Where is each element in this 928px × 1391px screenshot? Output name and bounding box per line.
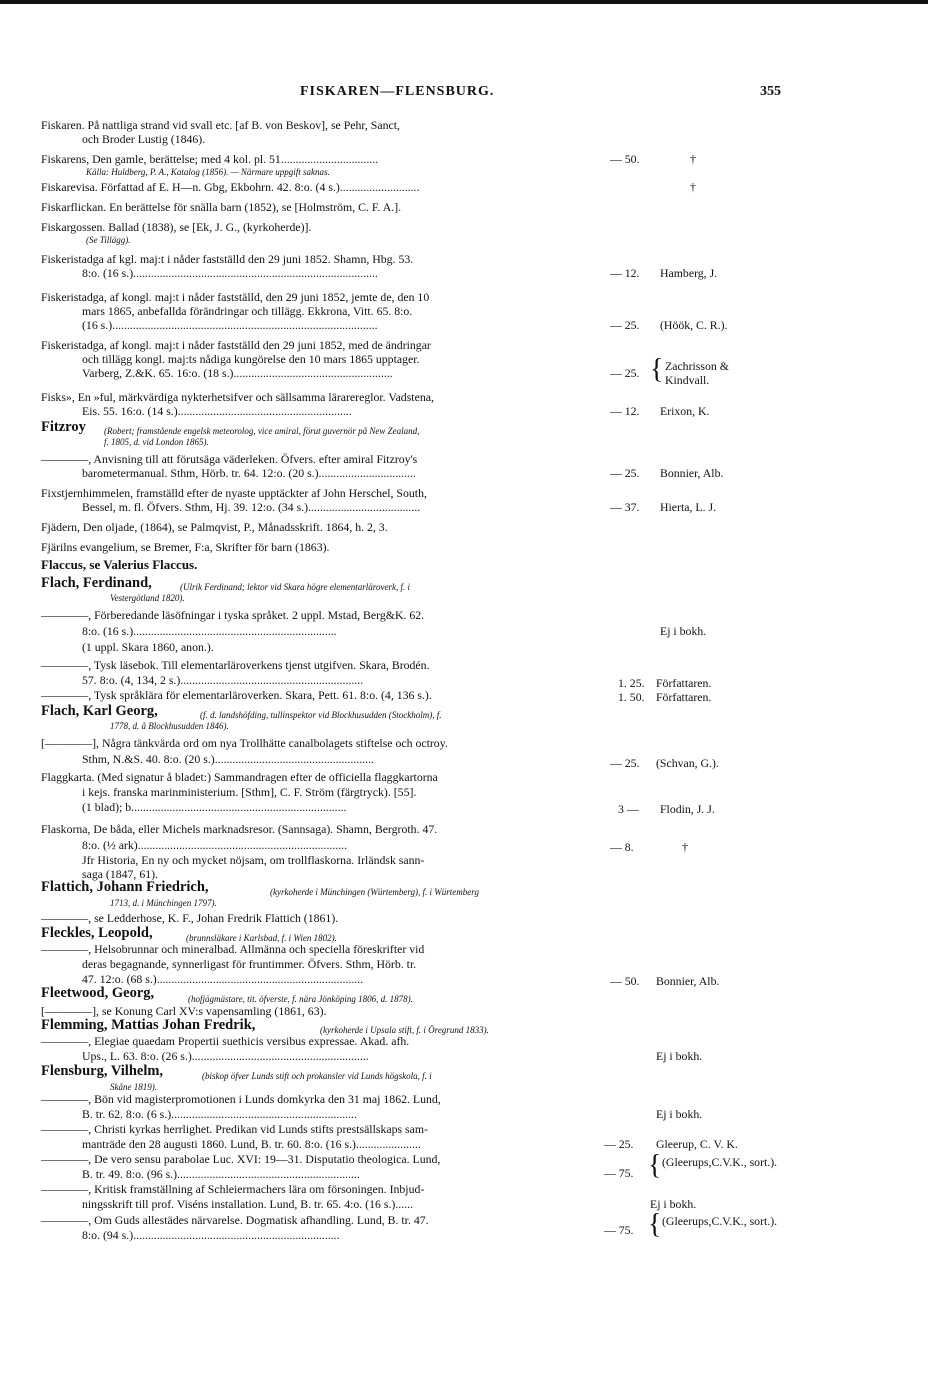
author-note: 1778, d. å Blockhusudden 1846). xyxy=(110,721,229,731)
entry-line: ————, Tysk läsebok. Till elementarläroverkens tjenst utgifven. Skara, Brodén. xyxy=(41,658,430,672)
publisher: Gleerup, C. V. K. xyxy=(656,1137,738,1151)
entry-note: Källa: Huldberg, P. A., Katalog (1856). — Närmare uppgift saknas. xyxy=(86,167,330,177)
entry-line: (16 s.).......................................................................................... xyxy=(82,318,378,332)
author-heading: Flach, Ferdinand, xyxy=(41,575,152,591)
publisher: Ej i bokh. xyxy=(656,1107,703,1121)
entry-line: ————, Helsobrunnar och mineralbad. Allmänna och speciella föreskrifter vid xyxy=(41,942,425,956)
entry-line: 8:o. (16 s.)................................................................................... xyxy=(82,266,378,280)
price: — 12. xyxy=(610,266,640,280)
publisher: (Gleerups,C.V.K., sort.). xyxy=(662,1214,778,1228)
entry-line: Fiskargossen. Ballad (1838), se [Ek, J. G., (kyrkoherde)]. xyxy=(41,220,312,234)
price: — 25. xyxy=(610,366,640,380)
author-note: (biskop öfver Lunds stift och prokansler vid Lunds högskola, f. i xyxy=(202,1071,432,1081)
page-header xyxy=(0,84,928,104)
entry-line: Fisks», En »ful, märkvärdiga nykterhetsifver och sällsamma lärarereglor. Vadstena, xyxy=(41,390,434,404)
entry-line: Fiskaren. På nattliga strand vid svall etc. [af B. von Beskov], se Pehr, Sanct, xyxy=(41,118,400,132)
author-heading: Flattich, Johann Friedrich, xyxy=(41,879,209,895)
entry-line: (1 uppl. Skara 1860, anon.). xyxy=(82,640,214,654)
page-number: 355 xyxy=(760,84,781,99)
entry-line: ————, De vero sensu parabolae Luc. XVI: 19—31. Disputatio theologica. Lund, xyxy=(41,1152,441,1166)
author-heading: Fleetwood, Georg, xyxy=(41,985,155,1001)
entry-line: ————, Om Guds allestädes närvarelse. Dogmatisk afhandling. Lund, B. tr. 47. xyxy=(41,1213,429,1227)
author-note: (Robert; framstående engelsk meteorolog, vice amiral, förut guvernör på New Zealand, xyxy=(104,426,420,436)
entry-line: ————, se Ledderhose, K. F., Johan Fredrik Flattich (1861). xyxy=(41,911,339,925)
price: 3 — xyxy=(618,802,639,816)
entry-line: manträde den 28 augusti 1860. Lund, B. tr. 60. 8:o. (16 s.)...................... xyxy=(82,1137,421,1151)
entry-line: saga (1847, 61). xyxy=(82,867,159,881)
entry-line: (1 blad); b......................................................................... xyxy=(82,800,347,814)
entry-line: Eis. 55. 16:o. (14 s.)........................................................... xyxy=(82,404,352,418)
entry-line: 8:o. (94 s.)...................................................................... xyxy=(82,1228,340,1242)
entry-line: 8:o. (16 s.)..................................................................... xyxy=(82,624,337,638)
publisher: (Höök, C. R.). xyxy=(660,318,728,332)
price: — 25. xyxy=(610,466,640,480)
price: — 75. xyxy=(604,1166,634,1180)
entry-line: Fiskarflickan. En berättelse för snälla barn (1852), se [Holmström, C. F. A.]. xyxy=(41,200,402,214)
author-note: Skåne 1819). xyxy=(110,1082,157,1092)
entry-line: Fiskarens, Den gamle, berättelse; med 4 kol. pl. 51................................. xyxy=(41,152,379,166)
publisher: Ej i bokh. xyxy=(656,1049,703,1063)
entry-line: Fiskarevisa. Författad af E. H—n. Gbg, Ekbohrn. 42. 8:o. (4 s.)........................... xyxy=(41,180,420,194)
price: — 12. xyxy=(610,404,640,418)
entry-line: 47. 12:o. (68 s.)...................................................................... xyxy=(82,972,364,986)
price: — 25. xyxy=(610,756,640,770)
publisher: Bonnier, Alb. xyxy=(660,466,724,480)
price: — 25. xyxy=(610,318,640,332)
entry-line: Fiskeristadga, af kongl. maj:t i nåder fastställd, den 29 juni 1852, jemte de, den 10 xyxy=(41,290,430,304)
author-note: (hofjägmästare, tit. öfverste, f. nära Jönköping 1806, d. 1878). xyxy=(188,994,413,1004)
publisher: † xyxy=(690,180,696,194)
author-heading: Flemming, Mattias Johan Fredrik, xyxy=(41,1017,256,1033)
publisher: Flodin, J. J. xyxy=(660,802,715,816)
entry-line: Flaggkarta. (Med signatur å bladet:) Sammandragen efter de officiella flaggkartorna xyxy=(41,770,438,784)
author-note: (f. d. landshöfding, tullinspektor vid Blockhusudden (Stockholm), f. xyxy=(200,710,442,720)
entry-line: Varberg, Z.&K. 65. 16:o. (18 s.)...................................................... xyxy=(82,366,393,380)
entry-line: 8:o. (½ ark)....................................................................... xyxy=(82,838,348,852)
entry-line: deras begagnande, synnerligast för fruntimmer. Öfvers. Sthm, Hörb. tr. xyxy=(82,957,417,971)
entry-line: Ups., L. 63. 8:o. (26 s.)............................................................ xyxy=(82,1049,369,1063)
author-heading: Flensburg, Vilhelm, xyxy=(41,1063,164,1079)
author-heading: Fitzroy xyxy=(41,419,86,435)
entry-line: ————, Tysk språklära för elementarläroverken. Skara, Pett. 61. 8:o. (4, 136 s.). xyxy=(41,688,432,702)
author-note: Vestergötland 1820). xyxy=(110,593,185,603)
entry-line: Fjädern, Den oljade, (1864), se Palmqvist, P., Månadsskrift. 1864, h. 2, 3. xyxy=(41,520,388,534)
entry-line: Fixstjernhimmelen, framställd efter de nyaste upptäckter af John Herschel, South, xyxy=(41,486,427,500)
entry-line: Fjärilns evangelium, se Bremer, F:a, Skrifter för barn (1863). xyxy=(41,540,330,554)
entry-line: Flaccus, se Valerius Flaccus. xyxy=(41,557,198,572)
publisher: † xyxy=(690,152,696,166)
price: — 25. xyxy=(604,1137,634,1151)
entry-line: ————, Kritisk framställning af Schleiermachers lära om försoningen. Inbjud- xyxy=(41,1182,425,1196)
entry-line: Fiskeristadga, af kongl. maj:t i nåder fastställd den 29 juni 1852, med de ändringar xyxy=(41,338,431,352)
entry-line: [————], Några tänkvärda ord om nya Trollhätte canalbolagets stiftelse och octroy. xyxy=(41,736,448,750)
author-heading: Fleckles, Leopold, xyxy=(41,925,153,941)
publisher: Hamberg, J. xyxy=(660,266,718,280)
price: 1. 25. xyxy=(618,676,645,690)
entry-line: ————, Christi kyrkas herrlighet. Predikan vid Lunds stifts prestsällskaps sam- xyxy=(41,1122,428,1136)
entry-line: B. tr. 49. 8:o. (96 s.).............................................................. xyxy=(82,1167,360,1181)
brace: { xyxy=(648,1209,662,1240)
publisher: Författaren. xyxy=(656,690,712,704)
entry-line: Bessel, m. fl. Öfvers. Sthm, Hj. 39. 12:o. (34 s.)...................................... xyxy=(82,500,421,514)
publisher: Hierta, L. J. xyxy=(660,500,717,514)
entry-line: mars 1865, anbefallda förändringar och tillägg. Ekkrona, Vitt. 65. 8:o. xyxy=(82,304,413,318)
publisher: Ej i bokh. xyxy=(660,624,707,638)
price: — 8. xyxy=(610,840,634,854)
page-title: FISKAREN—FLENSBURG. xyxy=(300,84,495,99)
author-note: (kyrkoherde i Upsala stift, f. i Öregrund 1833). xyxy=(320,1025,489,1035)
publisher: (Gleerups,C.V.K., sort.). xyxy=(662,1155,778,1169)
publisher: Författaren. xyxy=(656,676,712,690)
brace: { xyxy=(650,354,664,385)
price: — 75. xyxy=(604,1223,634,1237)
entry-line: ningsskrift till prof. Viséns installation. Lund, B. tr. 65. 4:o. (16 s.)...... xyxy=(82,1197,414,1211)
price: — 50. xyxy=(610,974,640,988)
top-border xyxy=(0,0,928,4)
entry-line: ————, Bön vid magisterpromotionen i Lunds domkyrka den 31 maj 1862. Lund, xyxy=(41,1092,441,1106)
entry-line: i kejs. franska marinministerium. [Sthm], C. F. Ström (färgtryck). [55]. xyxy=(82,785,417,799)
entry-note: (Se Tillägg). xyxy=(86,235,131,245)
price: 1. 50. xyxy=(618,690,645,704)
entry-line: och Broder Lustig (1846). xyxy=(82,132,206,146)
author-note: (brunnsläkare i Karlsbad, f. i Wien 1802). xyxy=(186,933,337,943)
brace: { xyxy=(648,1150,662,1181)
entry-line: Fiskeristadga af kgl. maj:t i nåder fastställd den 29 juni 1852. Shamn, Hbg. 53. xyxy=(41,252,414,266)
entry-line: och tillägg kongl. maj:ts nådiga kungörelse den 10 mars 1865 upptager. xyxy=(82,352,420,366)
entry-line: Jfr Historia, En ny och mycket nöjsam, om trollflaskorna. Irländsk sann- xyxy=(82,853,425,867)
author-heading: Flach, Karl Georg, xyxy=(41,703,158,719)
entry-line: 57. 8:o. (4, 134, 2 s.).............................................................. xyxy=(82,673,364,687)
price: — 50. xyxy=(610,152,640,166)
publisher: Zachrisson & Kindvall. xyxy=(665,359,729,387)
entry-line: ————, Elegiae quaedam Propertii suethicis versibus expressae. Akad. afh. xyxy=(41,1034,410,1048)
author-note: (Ulrik Ferdinand; lektor vid Skara högre elementarläroverk, f. i xyxy=(180,582,410,592)
author-note: f. 1805, d. vid London 1865). xyxy=(104,437,209,447)
entry-line: Sthm, N.&S. 40. 8:o. (20 s.)...................................................... xyxy=(82,752,374,766)
entry-line: B. tr. 62. 8:o. (6 s.)............................................................... xyxy=(82,1107,357,1121)
author-note: 1713, d. i Münchingen 1797). xyxy=(110,898,217,908)
publisher: Bonnier, Alb. xyxy=(656,974,720,988)
entry-line: ————, Förberedande läsöfningar i tyska språket. 2 uppl. Mstad, Berg&K. 62. xyxy=(41,608,425,622)
entry-line: ————, Anvisning till att förutsäga väderleken. Öfvers. efter amiral Fitzroy's xyxy=(41,452,418,466)
author-note: (kyrkoherde i Münchingen (Würtemberg), f. i Würtemberg xyxy=(270,887,479,897)
entry-line: [————], se Konung Carl XV:s vapensamling (1861, 63). xyxy=(41,1004,327,1018)
publisher: † xyxy=(682,840,688,854)
entry-line: barometermanual. Sthm, Hörb. tr. 64. 12:o. (20 s.)................................. xyxy=(82,466,416,480)
publisher: Erixon, K. xyxy=(660,404,710,418)
price: — 37. xyxy=(610,500,640,514)
publisher: (Schvan, G.). xyxy=(656,756,719,770)
entry-line: Flaskorna, De båda, eller Michels marknadsresor. (Sannsaga). Shamn, Bergroth. 47. xyxy=(41,822,438,836)
publisher: Ej i bokh. xyxy=(650,1197,697,1211)
